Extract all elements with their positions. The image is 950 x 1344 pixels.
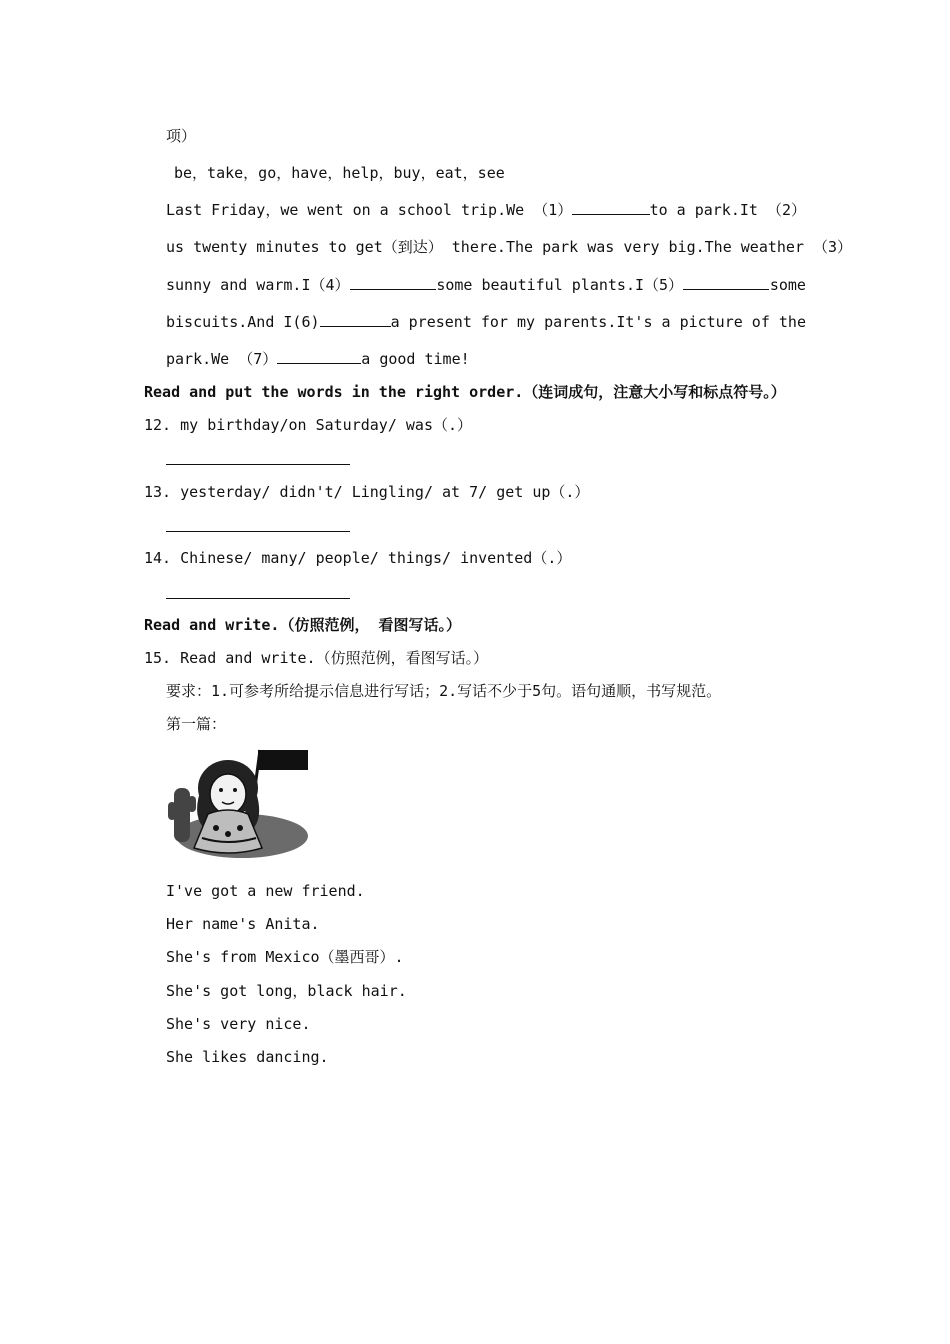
blank-6[interactable] <box>320 312 391 327</box>
sample-line: She likes dancing. <box>166 1048 329 1066</box>
cloze-text: a present for my parents.It's a picture of the <box>390 313 806 331</box>
cloze-text: us twenty minutes to get（到达） there.The park was very big.The weather （3） <box>166 238 853 256</box>
question-15: 15. Read and write.（仿照范例，看图写话。） <box>144 649 489 667</box>
requirement-text: 要求：1.可参考所给提示信息进行写话；2.写话不少于5句。语句通顺，书写规范。 <box>166 682 722 700</box>
cloze-text: some <box>769 276 806 294</box>
cactus-icon <box>174 788 190 842</box>
question-14: 14. Chinese/ many/ people/ things/ invented（.） <box>144 549 572 567</box>
write-section-heading: Read and write.（仿照范例， 看图写话。） <box>144 616 461 634</box>
cloze-text: Last Friday，we went on a school trip.We （1） <box>166 201 573 219</box>
answer-line-12[interactable] <box>166 464 350 465</box>
order-section-heading: Read and put the words in the right order.（连词成句，注意大小写和标点符号。） <box>144 383 786 401</box>
blank-7[interactable] <box>277 349 361 364</box>
answer-line-14[interactable] <box>166 598 350 599</box>
cloze-line-3 <box>166 275 806 295</box>
question-13: 13. yesterday/ didn't/ Lingling/ at 7/ get up（.） <box>144 483 590 501</box>
cloze-line-4 <box>166 312 806 332</box>
question-12: 12. my birthday/on Saturday/ was（.） <box>144 416 473 434</box>
cloze-line-1 <box>166 200 806 220</box>
cloze-line-5 <box>166 349 470 369</box>
cloze-continued-label: 项） <box>166 127 197 145</box>
part-one-label: 第一篇： <box>166 715 227 733</box>
flag-icon <box>258 750 308 770</box>
sample-line: I've got a new friend. <box>166 882 365 900</box>
face-icon <box>210 774 246 814</box>
answer-line-13[interactable] <box>166 531 350 532</box>
girl-with-flag-illustration <box>166 748 312 860</box>
word-bank: be，take，go，have，help，buy，eat，see <box>174 164 505 182</box>
sample-line: She's from Mexico（墨西哥）. <box>166 948 404 966</box>
sample-line: She's got long，black hair. <box>166 982 407 1000</box>
cloze-text: a good time! <box>361 350 470 368</box>
sample-line: She's very nice. <box>166 1015 311 1033</box>
cloze-text: some beautiful plants.I（5） <box>436 276 684 294</box>
blank-5[interactable] <box>683 275 769 290</box>
cloze-line-2 <box>166 237 853 257</box>
blank-1[interactable] <box>572 200 649 215</box>
cloze-text: biscuits.And I(6) <box>166 313 320 331</box>
cloze-text: sunny and warm.I（4） <box>166 276 350 294</box>
cloze-text: park.We （7） <box>166 350 278 368</box>
cloze-text: to a park.It （2） <box>649 201 806 219</box>
sample-line: Her name's Anita. <box>166 915 320 933</box>
blank-4[interactable] <box>350 275 436 290</box>
